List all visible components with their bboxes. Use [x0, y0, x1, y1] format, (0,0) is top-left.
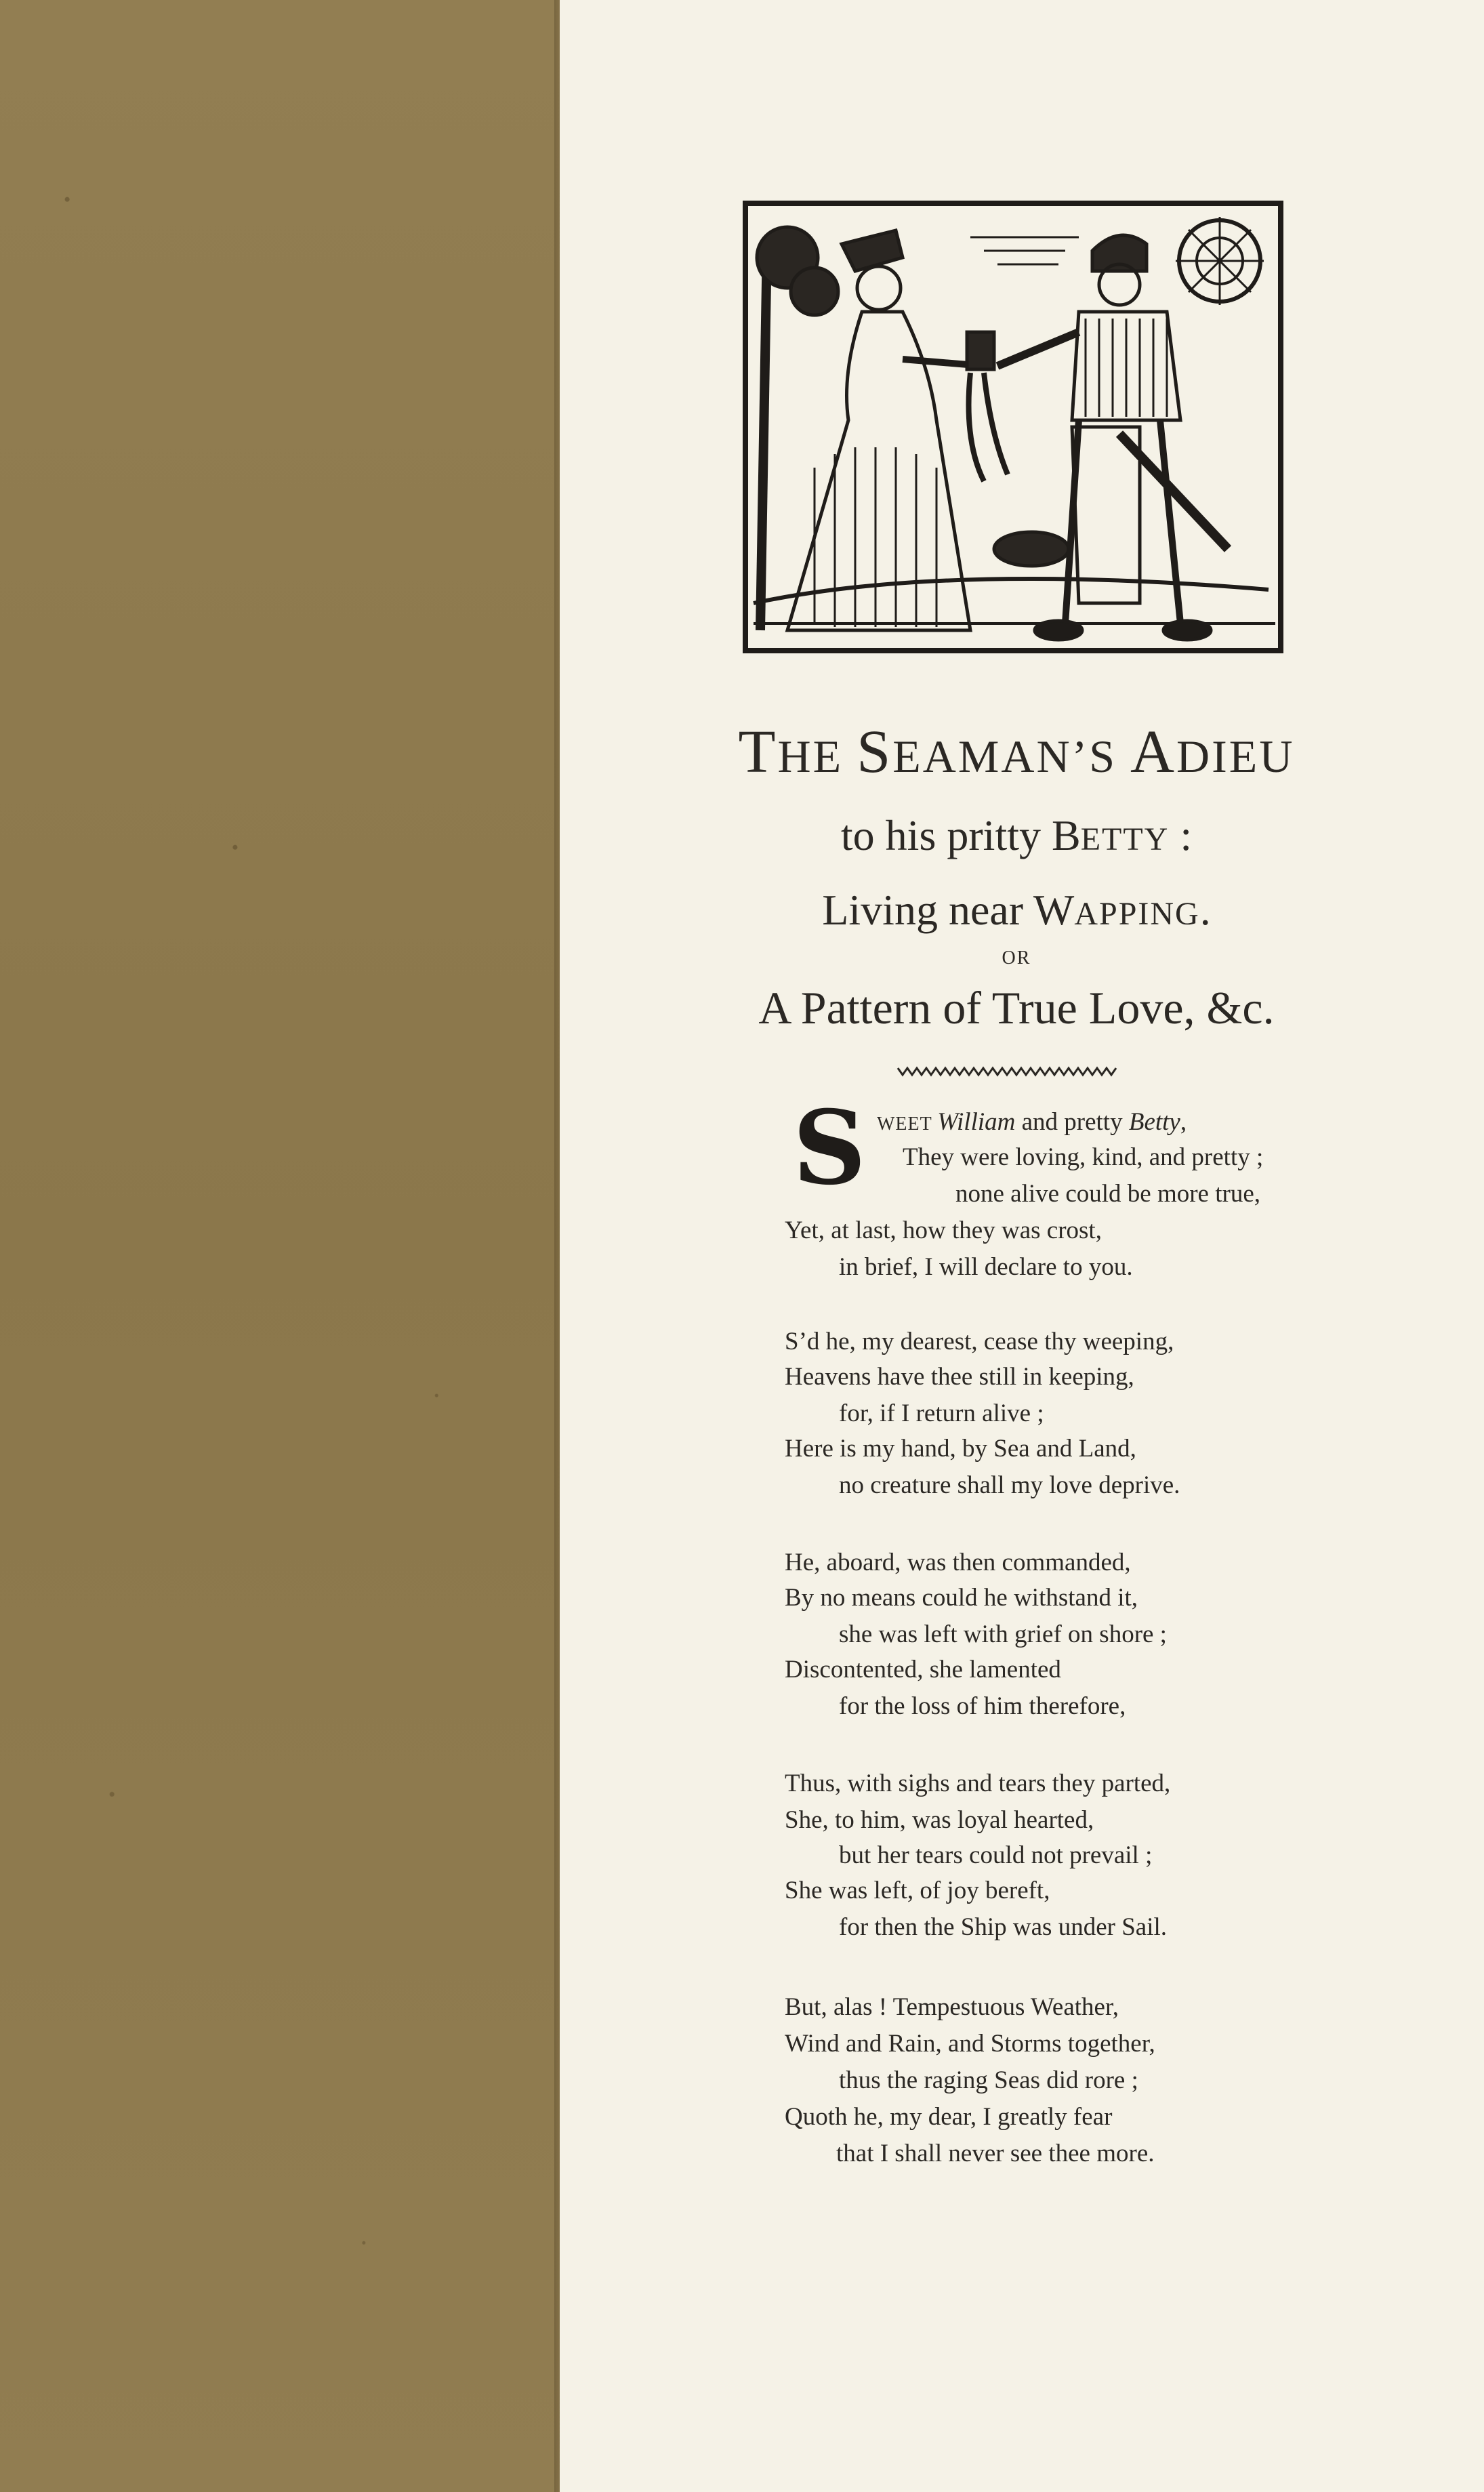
verse-line: Heavens have thee still in keeping, — [785, 1363, 1134, 1391]
verse-line: she was left with grief on shore ; — [839, 1620, 1167, 1648]
subtitle-line-1: to his pritty BETTY : — [840, 811, 1193, 859]
verse-line: Thus, with sighs and tears they parted, — [785, 1770, 1171, 1797]
verse-line: He, aboard, was then commanded, — [785, 1549, 1131, 1576]
verse-line: in brief, I will declare to you. — [839, 1253, 1133, 1281]
verse-line: no creature shall my love deprive. — [839, 1471, 1180, 1499]
verse-line: They were loving, kind, and pretty ; — [903, 1143, 1264, 1171]
verse-line: She, to him, was loyal hearted, — [785, 1806, 1094, 1834]
page-title: THE SEAMAN’S ADIEU — [738, 718, 1295, 785]
subtitle-or: OR — [1002, 947, 1031, 968]
verse-line: But, alas ! Tempestuous Weather, — [785, 1993, 1119, 2021]
subtitle-line-3: A Pattern of True Love, &c. — [758, 982, 1275, 1034]
verse-line: She was left, of joy bereft, — [785, 1877, 1050, 1904]
verse-line: for then the Ship was under Sail. — [839, 1913, 1167, 1941]
verse-line: Yet, at last, how they was crost, — [785, 1217, 1102, 1244]
verse-line: Quoth he, my dear, I greatly fear — [785, 2103, 1113, 2131]
verse-line: none alive could be more true, — [955, 1180, 1260, 1208]
svg-text:S: S — [792, 1102, 867, 1197]
dropcap-letter — [783, 1102, 875, 1197]
woodcut-sailor-and-woman-icon — [745, 203, 1281, 651]
verse-line: S’d he, my dearest, cease thy weeping, — [785, 1328, 1174, 1355]
verse-line: but her tears could not prevail ; — [839, 1841, 1153, 1869]
verse-line: for the loss of him therefore, — [839, 1692, 1126, 1720]
verse-line: Discontented, she lamented — [785, 1656, 1061, 1683]
ornament-rule-icon — [894, 1065, 1118, 1078]
verse-line: Here is my hand, by Sea and Land, — [785, 1435, 1136, 1463]
verse-line: WEET William and pretty Betty, — [877, 1108, 1187, 1136]
cover-binding — [0, 0, 560, 2492]
woodcut-illustration — [740, 197, 1287, 657]
verse-line: thus the raging Seas did rore ; — [839, 2066, 1138, 2094]
verse-line: By no means could he withstand it, — [785, 1584, 1138, 1612]
verse-line: that I shall never see thee more. — [836, 2140, 1155, 2167]
subtitle-line-2: Living near WAPPING. — [822, 886, 1211, 934]
verse-line: for, if I return alive ; — [839, 1400, 1044, 1427]
verse-line: Wind and Rain, and Storms together, — [785, 2030, 1155, 2058]
